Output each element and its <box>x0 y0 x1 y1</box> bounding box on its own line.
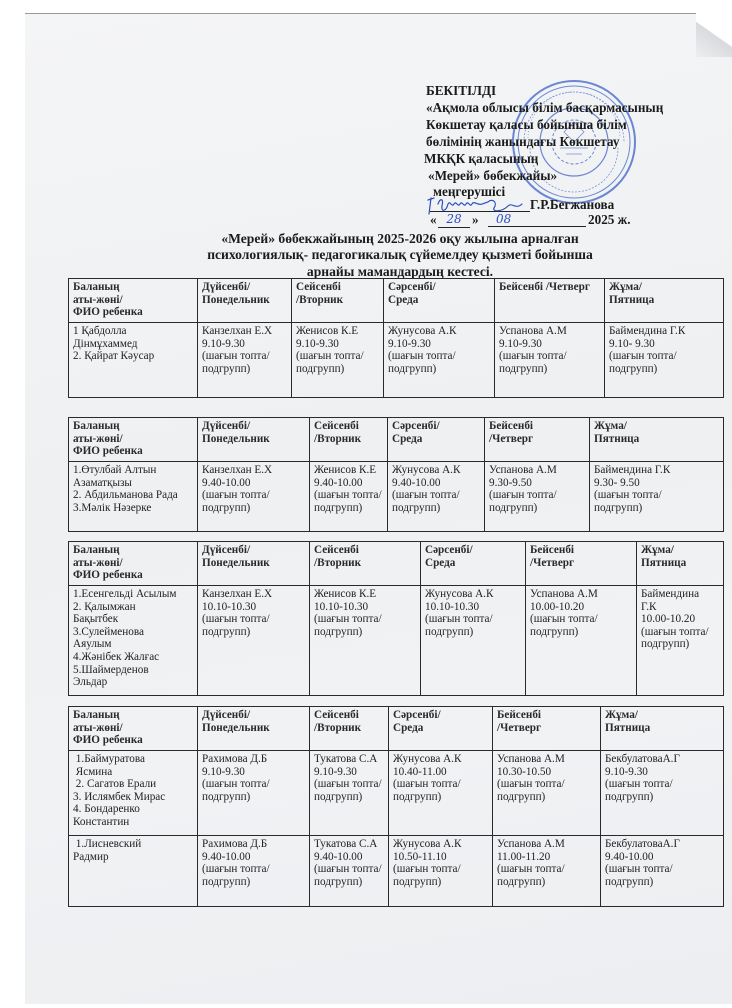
cell-text-line: подгрупп) <box>497 790 546 803</box>
header-friday <box>605 279 724 323</box>
date-month: 08 <box>488 212 586 227</box>
header-text-line: Понедельник <box>202 293 270 306</box>
cell-text-line: 9.10-9.30 <box>202 337 245 350</box>
signatory-name: Г.Р.Бегжанова <box>530 197 615 212</box>
header-text-line: Пятница <box>594 432 640 445</box>
cell-text-line: 9.10-9.30 <box>499 337 542 350</box>
cell-text-line: Канзелхан Е.Х <box>202 325 273 337</box>
cell-monday <box>198 462 310 532</box>
date-open-quote: « <box>430 212 437 227</box>
cell-text-line: (шағын топта/ <box>202 350 270 363</box>
header-text-line: /Вторник <box>314 721 362 734</box>
child-name-line: Азаматқызы <box>73 476 132 489</box>
cell-text-line: Тукатова С.А <box>314 838 378 850</box>
header-text-line: ФИО ребенка <box>73 569 143 582</box>
cell-text-line: подгрупп) <box>202 501 251 514</box>
cell-wednesday <box>421 586 526 696</box>
cell-wednesday <box>388 462 485 532</box>
child-name-line: 1.Лисневский <box>73 838 142 850</box>
cell-wednesday <box>389 836 493 907</box>
header-text-line: Бейсенбі <box>530 544 575 556</box>
cell-text-line: 9.40-10.00 <box>392 476 441 489</box>
header-text-line: /Четверг <box>497 721 542 734</box>
cell-text-line: (шағын топта/ <box>314 613 382 626</box>
header-child-name <box>69 707 198 751</box>
cell-text-line: 9.40-10.00 <box>202 476 251 489</box>
cell-text-line: подгрупп) <box>609 362 658 375</box>
cell-text-line: подгрупп) <box>499 362 548 375</box>
cell-thursday <box>485 462 590 532</box>
cell-text-line: подгрупп) <box>314 501 363 514</box>
child-name-line: Дінмұхаммед <box>73 337 138 350</box>
cell-children <box>69 323 198 398</box>
child-name-line: Аяулым <box>73 638 112 651</box>
cell-text-line: подгрупп) <box>530 625 579 638</box>
header-tuesday <box>310 418 388 462</box>
header-text-line: Сейсенбі <box>314 544 359 556</box>
child-name-line: 5.Шаймерденов <box>73 663 149 676</box>
cell-text-line: подгрупп) <box>314 875 363 888</box>
cell-text-line: подгрупп) <box>296 362 345 375</box>
child-name-line: 1 Қабдолла <box>73 325 127 337</box>
cell-text-line: подгрупп) <box>497 875 546 888</box>
cell-monday <box>198 751 310 836</box>
cell-text-line: 9.40-10.00 <box>605 850 654 863</box>
cell-children <box>69 751 198 836</box>
header-text-line: Баланың <box>73 544 120 556</box>
child-name-line: 4. Бондаренко <box>73 803 140 816</box>
header-text-line: Понедельник <box>202 432 270 445</box>
cell-text-line: 11.00-11.20 <box>497 850 551 863</box>
cell-text-line: Успанова А.М <box>530 588 598 600</box>
cell-wednesday <box>384 323 495 398</box>
cell-text-line: Баймендина <box>641 588 700 600</box>
child-name-line: 2. Қалымжан <box>73 600 136 613</box>
cell-text-line: Успанова А.М <box>497 753 565 765</box>
child-name-line: Эльдар <box>73 676 108 689</box>
header-text-line: Баланың <box>73 709 120 721</box>
table-row <box>69 586 724 696</box>
header-text-line: Дүйсенбі/ <box>202 281 251 293</box>
cell-text-line: 10.40-11.00 <box>393 765 447 778</box>
cell-friday <box>605 323 724 398</box>
header-thursday <box>485 418 590 462</box>
cell-text-line: Жунусова А.К <box>393 838 462 850</box>
cell-text-line: (шағын топта/ <box>393 863 461 876</box>
cell-text-line: БекбулатоваА.Г <box>605 753 680 765</box>
cell-text-line: (шағын топта/ <box>202 778 270 791</box>
header-text-line: Понедельник <box>202 556 270 569</box>
header-thursday <box>495 279 605 323</box>
header-text-line: /Вторник <box>296 293 344 306</box>
table-row <box>69 836 724 907</box>
header-text-line: Сәрсенбі/ <box>392 420 440 432</box>
cell-text-line: Жунусова А.К <box>388 325 457 337</box>
header-friday <box>637 542 724 586</box>
header-wednesday <box>389 707 493 751</box>
cell-text-line: подгрупп) <box>202 790 251 803</box>
header-text-line: Жұма/ <box>609 281 642 293</box>
cell-text-line: Успанова А.М <box>499 325 567 337</box>
cell-text-line: подгрупп) <box>392 501 441 514</box>
cell-children <box>69 462 198 532</box>
child-name-line: Константин <box>73 815 130 828</box>
header-text-line: ФИО ребенка <box>73 445 143 458</box>
cell-text-line: 9.10- 9.30 <box>609 337 655 350</box>
child-name-line: Бақытбек <box>73 613 119 626</box>
approval-title: БЕКІТІЛДІ <box>426 83 497 98</box>
cell-friday <box>601 751 724 836</box>
header-text-line: Сейсенбі <box>314 420 359 432</box>
schedule-table <box>68 417 724 532</box>
cell-text-line: 10.50-11.10 <box>393 850 447 863</box>
header-text-line: ФИО ребенка <box>73 306 143 319</box>
schedule-table <box>68 706 724 907</box>
cell-text-line: Г.К <box>641 600 657 613</box>
table-header-row <box>69 279 724 323</box>
header-text-line: Сейсенбі <box>314 709 359 721</box>
header-text-line: /Четверг <box>489 432 534 445</box>
header-text-line: Бейсенбі <box>497 709 542 721</box>
cell-text-line: 9.10-9.30 <box>388 337 431 350</box>
cell-text-line: (шағын топта/ <box>609 350 677 363</box>
cell-text-line: (шағын топта/ <box>388 350 456 363</box>
cell-text-line: (шағын топта/ <box>489 489 557 502</box>
cell-wednesday <box>389 751 493 836</box>
header-child-name <box>69 279 198 323</box>
header-text-line: Сейсенбі <box>296 281 341 293</box>
child-name-line: 3.Мәлік Нәзерке <box>73 501 152 514</box>
title-line: психологиялық- педагогикалық сүйемелдеу қызметі бойынша <box>207 247 593 263</box>
cell-text-line: Канзелхан Е.Х <box>202 588 273 600</box>
child-name-line: Радмир <box>73 850 109 863</box>
cell-friday <box>590 462 724 532</box>
cell-text-line: Успанова А.М <box>489 464 557 476</box>
cell-text-line: 9.30-9.50 <box>489 476 532 489</box>
header-text-line: Дүйсенбі/ <box>202 420 251 432</box>
cell-text-line: (шағын топта/ <box>202 863 270 876</box>
cell-text-line: Женисов К.Е <box>314 588 377 600</box>
header-text-line: /Вторник <box>314 432 362 445</box>
cell-text-line: (шағын топта/ <box>314 778 382 791</box>
schedule-table <box>68 278 724 398</box>
cell-text-line: подгрупп) <box>594 501 643 514</box>
cell-text-line: 9.40-10.00 <box>314 476 363 489</box>
header-text-line: аты-жөні/ <box>73 556 123 569</box>
cell-text-line: (шағын топта/ <box>202 613 270 626</box>
cell-text-line: (шағын топта/ <box>314 863 382 876</box>
cell-text-line: 9.10-9.30 <box>314 765 357 778</box>
approval-line: «Мерей» бөбекжайы» <box>428 167 558 183</box>
header-friday <box>601 707 724 751</box>
child-name-line: 1.Өтулбай Алтын <box>73 464 157 476</box>
cell-text-line: 9.30- 9.50 <box>594 476 640 489</box>
cell-text-line: Рахимова Д.Б <box>202 753 268 765</box>
table-row <box>69 462 724 532</box>
header-text-line: аты-жөні/ <box>73 293 123 306</box>
cell-text-line: 10.00-10.20 <box>641 613 696 626</box>
cell-text-line: 10.00-10.20 <box>530 600 585 613</box>
cell-tuesday <box>310 586 421 696</box>
header-wednesday <box>388 418 485 462</box>
cell-text-line: 10.10-10.30 <box>425 600 480 613</box>
header-monday <box>198 279 292 323</box>
date-year: 2025 ж. <box>588 212 631 227</box>
cell-text-line: Канзелхан Е.Х <box>202 464 273 476</box>
cell-text-line: подгрупп) <box>393 790 442 803</box>
cell-text-line: подгрупп) <box>202 625 251 638</box>
header-monday <box>198 418 310 462</box>
title-line: арнайы мамандардың кестесі. <box>306 263 494 279</box>
header-text-line: /Четверг <box>530 556 575 569</box>
cell-text-line: подгрупп) <box>314 790 363 803</box>
cell-text-line: (шағын топта/ <box>497 778 565 791</box>
cell-text-line: (шағын топта/ <box>202 489 270 502</box>
header-text-line: Дүйсенбі/ <box>202 709 251 721</box>
cell-friday <box>637 586 724 696</box>
cell-text-line: 10.10-10.30 <box>314 600 369 613</box>
header-tuesday <box>310 542 421 586</box>
cell-text-line: (шағын топта/ <box>393 778 461 791</box>
child-name-line: 1.Баймуратова <box>73 753 145 765</box>
cell-monday <box>198 323 292 398</box>
cell-thursday <box>526 586 637 696</box>
header-tuesday <box>292 279 384 323</box>
cell-text-line: Тукатова С.А <box>314 753 378 765</box>
cell-thursday <box>493 751 601 836</box>
header-text-line: Среда <box>425 556 456 569</box>
header-text-line: Бейсенбі <box>489 420 534 432</box>
header-text-line: Понедельник <box>202 721 270 734</box>
cell-friday <box>601 836 724 907</box>
header-text-line: Жұма/ <box>605 709 638 721</box>
child-name-line: 2. Қайрат Кәусар <box>73 350 155 363</box>
header-wednesday <box>421 542 526 586</box>
header-text-line: Баланың <box>73 281 120 293</box>
cell-text-line: Успанова А.М <box>497 838 565 850</box>
cell-text-line: подгрупп) <box>202 362 251 375</box>
cell-text-line: (шағын топта/ <box>425 613 493 626</box>
cell-text-line: Баймендина Г.К <box>594 464 671 476</box>
header-text-line: аты-жөні/ <box>73 721 123 734</box>
cell-text-line: (шағын топта/ <box>605 863 673 876</box>
header-child-name <box>69 542 198 586</box>
cell-tuesday <box>310 462 388 532</box>
header-wednesday <box>384 279 495 323</box>
cell-text-line: Баймендина Г.К <box>609 325 686 337</box>
child-name-line: 1.Есенгельді Асылым <box>73 588 177 600</box>
cell-text-line: подгрупп) <box>388 362 437 375</box>
cell-monday <box>198 836 310 907</box>
child-name-line: 2. Сагатов Ерали <box>73 778 157 791</box>
cell-text-line: (шағын топта/ <box>641 625 709 638</box>
cell-text-line: Жунусова А.К <box>393 753 462 765</box>
cell-text-line: БекбулатоваА.Г <box>605 838 680 850</box>
cell-text-line: подгрупп) <box>202 875 251 888</box>
cell-text-line: подгрупп) <box>425 625 474 638</box>
cell-text-line: 9.40-10.00 <box>314 850 363 863</box>
child-name-line: 4.Жәнібек Жалғас <box>73 650 160 663</box>
cell-text-line: (шағын топта/ <box>605 778 673 791</box>
schedule-table <box>68 541 724 696</box>
cell-text-line: (шағын топта/ <box>296 350 364 363</box>
header-text-line: Сәрсенбі/ <box>393 709 441 721</box>
header-text-line: Среда <box>392 432 423 445</box>
cell-text-line: Жунусова А.К <box>392 464 461 476</box>
header-text-line: Жұма/ <box>641 544 674 556</box>
header-text-line: Среда <box>388 293 419 306</box>
header-friday <box>590 418 724 462</box>
cell-text-line: подгрупп) <box>393 875 442 888</box>
header-child-name <box>69 418 198 462</box>
header-thursday <box>493 707 601 751</box>
header-text-line: Баланың <box>73 420 120 432</box>
cell-tuesday <box>292 323 384 398</box>
cell-text-line: подгрупп) <box>605 875 654 888</box>
cell-text-line: подгрупп) <box>314 625 363 638</box>
header-text-line: Пятница <box>641 556 687 569</box>
cell-thursday <box>493 836 601 907</box>
cell-text-line: (шағын топта/ <box>594 489 662 502</box>
header-tuesday <box>310 707 389 751</box>
table-header-row <box>69 707 724 751</box>
header-text-line: Сәрсенбі/ <box>425 544 473 556</box>
handwritten-signature-icon <box>422 192 532 218</box>
cell-text-line: (шағын топта/ <box>530 613 598 626</box>
child-name-line: Ясмина <box>73 765 113 778</box>
cell-children <box>69 586 198 696</box>
header-text-line: Бейсенбі /Четверг <box>499 281 590 293</box>
table-header-row <box>69 542 724 586</box>
cell-text-line: (шағын топта/ <box>392 489 460 502</box>
header-text-line: Среда <box>393 721 424 734</box>
cell-text-line: подгрупп) <box>641 638 690 651</box>
header-text-line: Пятница <box>605 721 651 734</box>
approval-line: Көкшетау қаласы бойынша білім <box>426 116 627 132</box>
header-thursday <box>526 542 637 586</box>
child-name-line: 3.Сулейменова <box>73 625 144 638</box>
cell-text-line: Женисов К.Е <box>296 325 359 337</box>
header-text-line: аты-жөні/ <box>73 432 123 445</box>
cell-text-line: 10.10-10.30 <box>202 600 257 613</box>
approval-line: «Ақмола облысы білім басқармасының <box>426 99 664 115</box>
header-text-line: /Вторник <box>314 556 362 569</box>
header-text-line: Жұма/ <box>594 420 627 432</box>
title-line: «Мерей» бөбекжайының 2025-2026 оқу жылына арналған <box>221 231 579 246</box>
child-name-line: 2. Абдильманова Рада <box>73 489 178 502</box>
approval-line: МКҚК қаласының <box>424 150 539 166</box>
cell-children <box>69 836 198 907</box>
header-text-line: Дүйсенбі/ <box>202 544 251 556</box>
cell-monday <box>198 586 310 696</box>
cell-text-line: 9.10-9.30 <box>605 765 648 778</box>
table-row <box>69 323 724 398</box>
approval-line: меңгерушісі <box>433 184 506 200</box>
cell-text-line: 10.30-10.50 <box>497 765 552 778</box>
header-text-line: Сәрсенбі/ <box>388 281 436 293</box>
approval-block <box>424 83 724 201</box>
header-text-line: ФИО ребенка <box>73 734 143 747</box>
cell-text-line: (шағын топта/ <box>497 863 565 876</box>
header-monday <box>198 707 310 751</box>
cell-text-line: Рахимова Д.Б <box>202 838 268 850</box>
table-header-row <box>69 418 724 462</box>
approval-line: бөлімінің жанындағы Көкшетау <box>426 133 620 149</box>
cell-text-line: подгрупп) <box>489 501 538 514</box>
cell-text-line: 9.10-9.30 <box>202 765 245 778</box>
cell-text-line: (шағын топта/ <box>499 350 567 363</box>
document-title <box>150 231 650 280</box>
date-day: 28 <box>438 212 470 228</box>
cell-text-line: подгрупп) <box>605 790 654 803</box>
header-text-line: Пятница <box>609 293 655 306</box>
cell-text-line: 9.10-9.30 <box>296 337 339 350</box>
cell-tuesday <box>310 836 389 907</box>
cell-tuesday <box>310 751 389 836</box>
cell-text-line: (шағын топта/ <box>314 489 382 502</box>
table-row <box>69 751 724 836</box>
date-close-quote: » <box>472 212 479 227</box>
cell-text-line: 9.40-10.00 <box>202 850 251 863</box>
header-monday <box>198 542 310 586</box>
cell-text-line: Женисов К.Е <box>314 464 377 476</box>
page-corner-fold <box>696 13 732 57</box>
child-name-line: 3. Ислямбек Мирас <box>73 790 166 803</box>
cell-text-line: Жунусова А.К <box>425 588 494 600</box>
cell-thursday <box>495 323 605 398</box>
